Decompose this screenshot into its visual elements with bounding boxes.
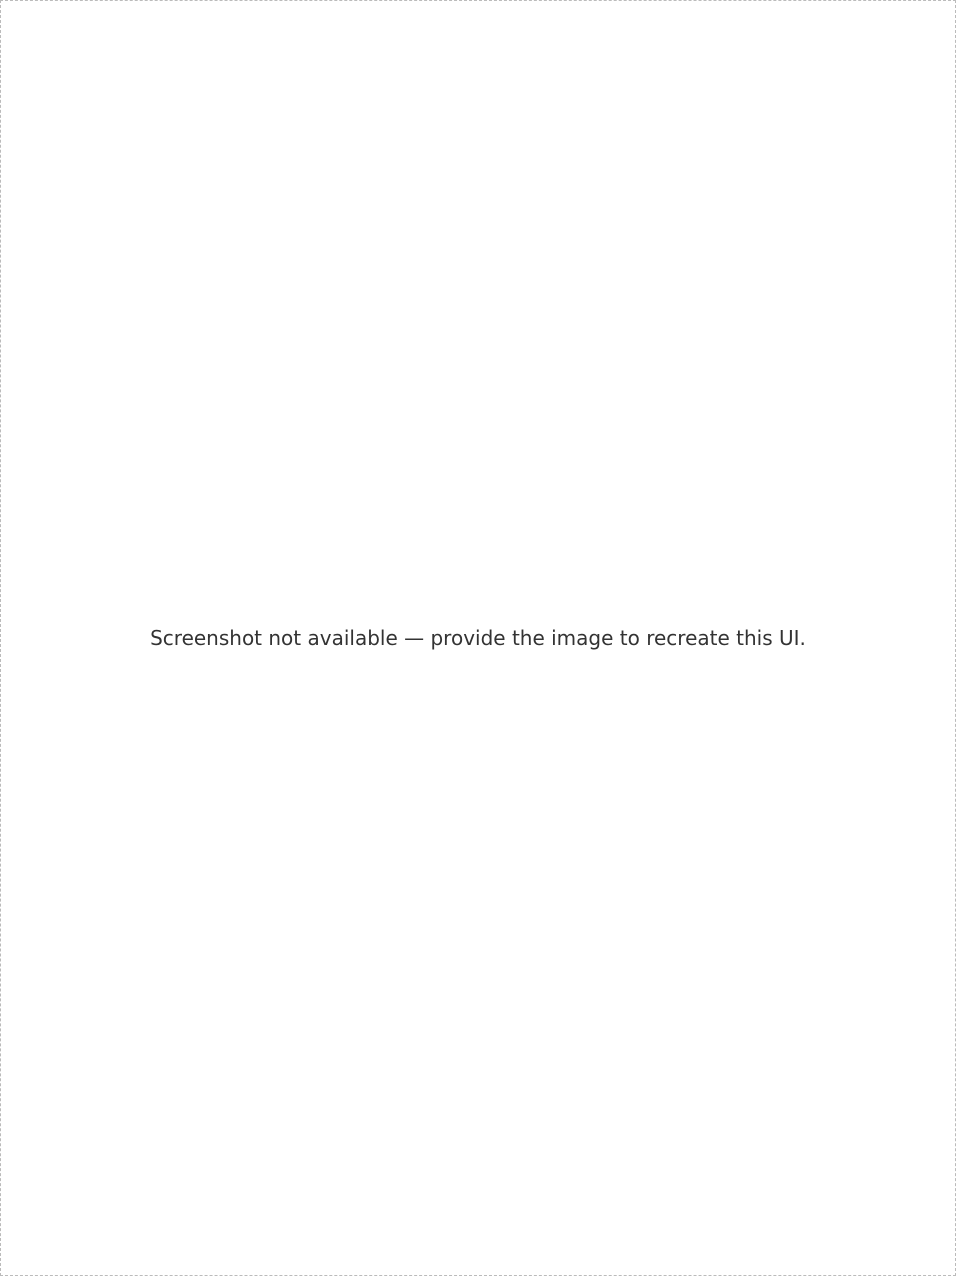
placeholder-message: Screenshot not available — provide the image to recreate this UI.: [150, 626, 806, 650]
